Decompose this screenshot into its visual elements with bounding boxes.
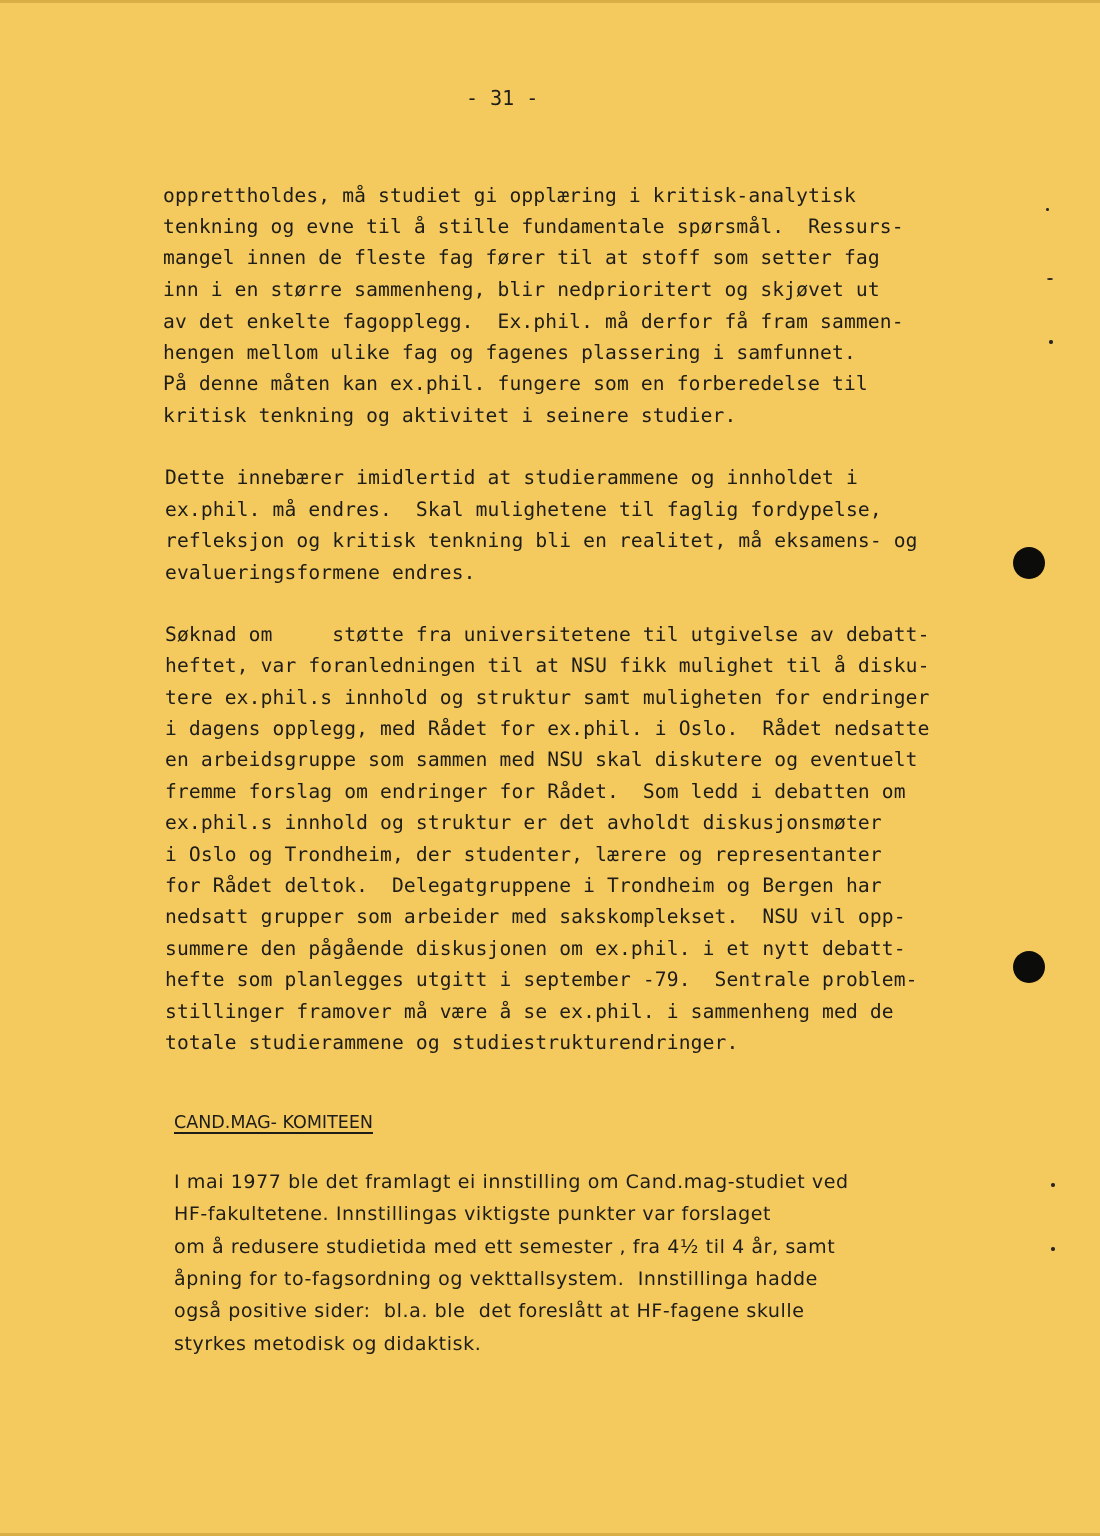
text-line: inn i en større sammenheng, blir nedprioritert og skjøvet ut bbox=[163, 278, 880, 301]
text-line: også positive sider: bl.a. ble det foreslått at HF-fagene skulle bbox=[174, 1300, 805, 1322]
text-line: hefte som planlegges utgitt i september -79. Sentrale problem- bbox=[165, 968, 918, 991]
scan-edge bbox=[0, 0, 1100, 3]
text-line: opprettholdes, må studiet gi opplæring i kritisk-analytisk bbox=[163, 184, 856, 207]
text-line: HF-fakultetene. Innstillingas viktigste punkter var forslaget bbox=[174, 1203, 772, 1225]
scan-speck bbox=[1051, 1183, 1055, 1187]
punch-hole bbox=[1013, 951, 1045, 983]
punch-hole bbox=[1013, 547, 1045, 579]
text-line: evalueringsformene endres. bbox=[165, 561, 476, 584]
text-line: nedsatt grupper som arbeider med sakskomplekset. NSU vil opp- bbox=[165, 905, 906, 928]
page-number: - 31 - bbox=[466, 86, 539, 110]
text-line: tenkning og evne til å stille fundamentale spørsmål. Ressurs- bbox=[163, 215, 904, 238]
text-line: summere den pågående diskusjonen om ex.phil. i et nytt debatt- bbox=[165, 937, 906, 960]
text-line: fremme forslag om endringer for Rådet. Som ledd i debatten om bbox=[165, 780, 906, 803]
text-line: mangel innen de fleste fag fører til at stoff som setter fag bbox=[163, 246, 880, 269]
text-line: i dagens opplegg, med Rådet for ex.phil. i Oslo. Rådet nedsatte bbox=[165, 717, 930, 740]
scan-speck bbox=[1047, 278, 1053, 280]
scan-speck bbox=[1049, 340, 1053, 344]
text-line: stillinger framover må være å se ex.phil. i sammenheng med de bbox=[165, 1000, 894, 1023]
text-line: ex.phil. må endres. Skal mulighetene til faglig fordypelse, bbox=[165, 498, 882, 521]
text-line: hengen mellom ulike fag og fagenes plassering i samfunnet. bbox=[163, 341, 856, 364]
text-line: På denne måten kan ex.phil. fungere som en forberedelse til bbox=[163, 372, 868, 395]
text-line: Dette innebærer imidlertid at studierammene og innholdet i bbox=[165, 466, 858, 489]
text-line: I mai 1977 ble det framlagt ei innstilling om Cand.mag-studiet ved bbox=[174, 1171, 849, 1193]
text-line: i Oslo og Trondheim, der studenter, lærere og representanter bbox=[165, 843, 882, 866]
text-line: åpning for to-fagsordning og vekttallsystem. Innstillinga hadde bbox=[174, 1268, 818, 1290]
text-line: for Rådet deltok. Delegatgruppene i Trondheim og Bergen har bbox=[165, 874, 882, 897]
text-line: ex.phil.s innhold og struktur er det avholdt diskusjonsmøter bbox=[165, 811, 882, 834]
text-line: kritisk tenkning og aktivitet i seinere studier. bbox=[163, 404, 737, 427]
text-line: tere ex.phil.s innhold og struktur samt muligheten for endringer bbox=[165, 686, 930, 709]
text-line: en arbeidsgruppe som sammen med NSU skal diskutere og eventuelt bbox=[165, 748, 918, 771]
text-line: Søknad om støtte fra universitetene til utgivelse av debatt- bbox=[165, 623, 930, 646]
text-line: av det enkelte fagopplegg. Ex.phil. må derfor få fram sammen- bbox=[163, 310, 904, 333]
text-line: refleksjon og kritisk tenkning bli en realitet, må eksamens- og bbox=[165, 529, 918, 552]
scan-speck bbox=[1046, 208, 1049, 211]
text-line: totale studierammene og studiestrukturendringer. bbox=[165, 1031, 739, 1054]
scan-speck bbox=[1051, 1247, 1055, 1251]
section-heading: CAND.MAG- KOMITEEN bbox=[174, 1113, 373, 1133]
text-line: om å redusere studietida med ett semester , fra 4½ til 4 år, samt bbox=[174, 1236, 836, 1258]
text-line: heftet, var foranledningen til at NSU fikk mulighet til å disku- bbox=[165, 654, 930, 677]
text-line: styrkes metodisk og didaktisk. bbox=[174, 1333, 482, 1355]
